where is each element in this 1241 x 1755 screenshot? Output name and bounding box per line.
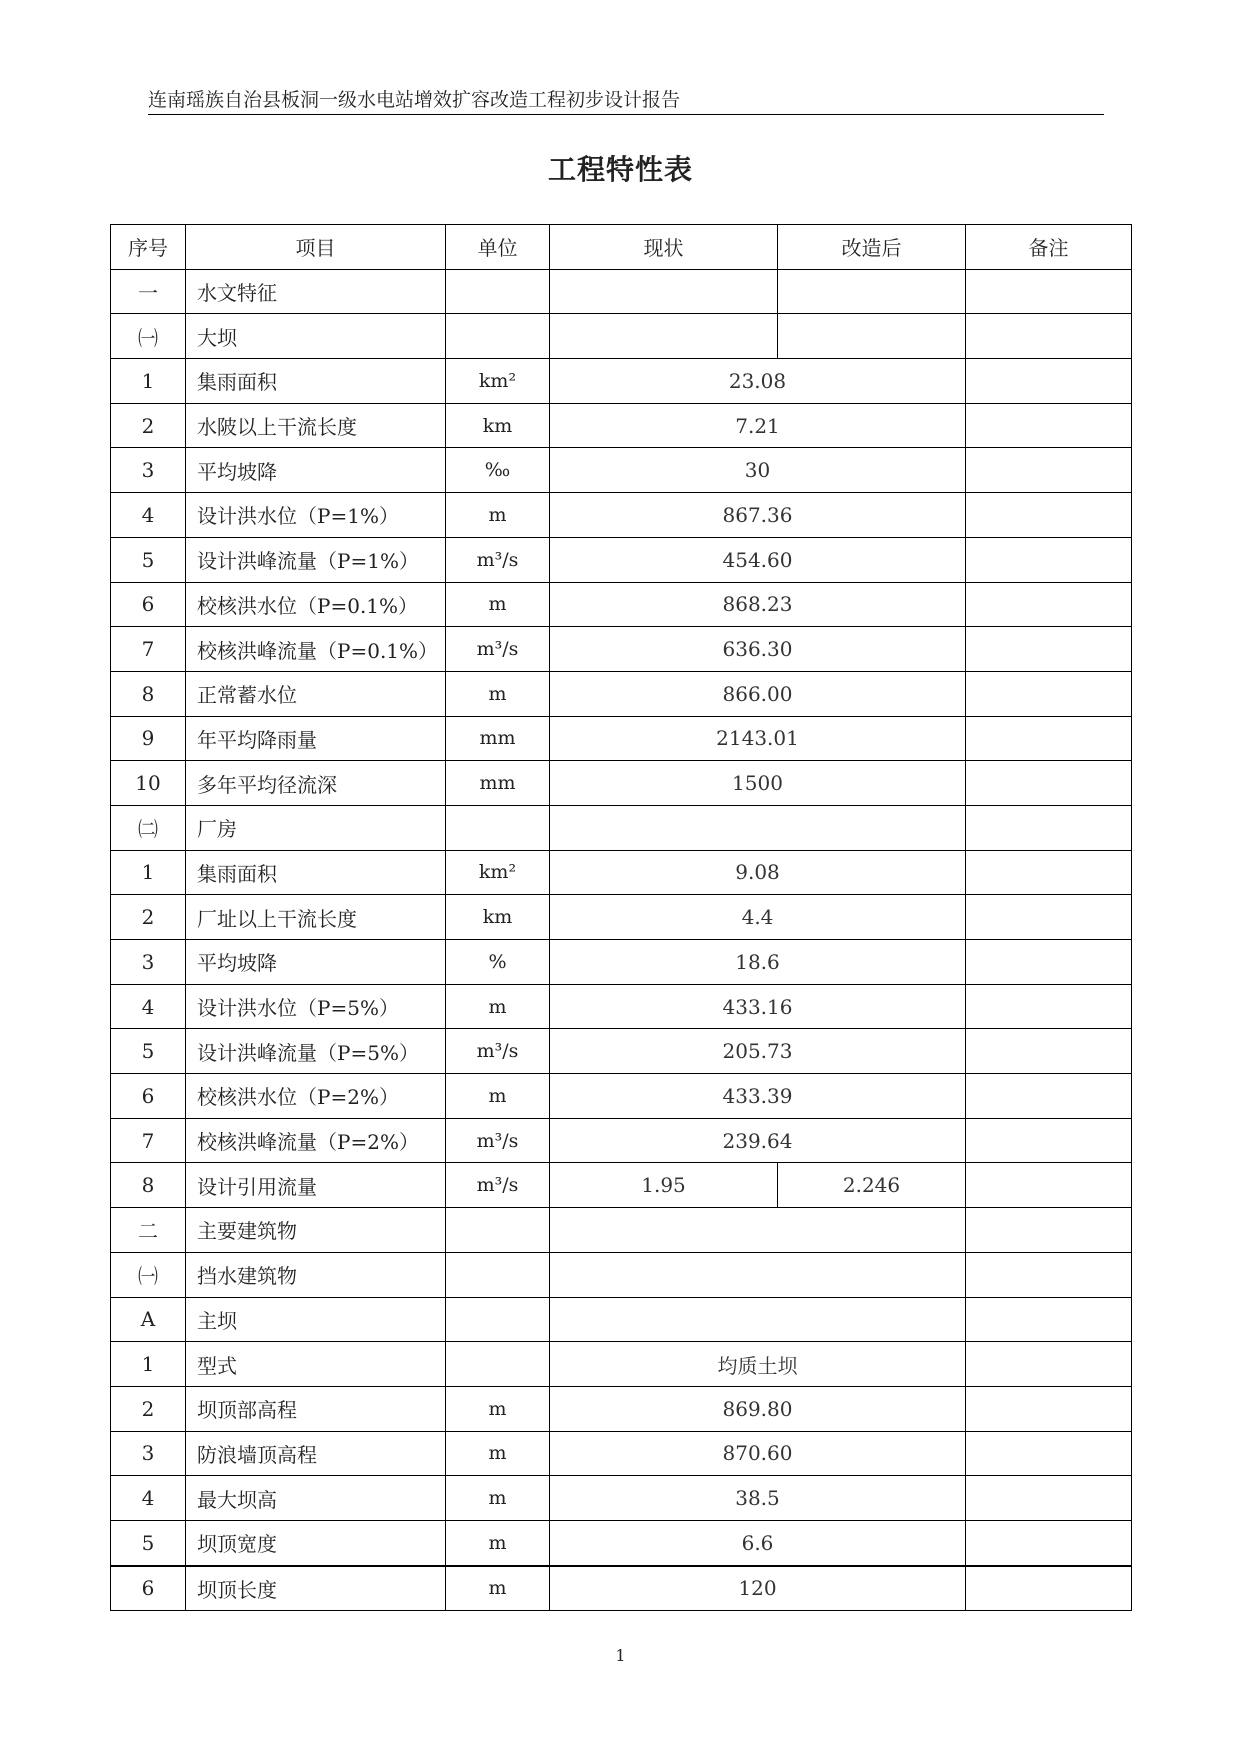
row-unit-cell: m³/s: [446, 1118, 550, 1163]
row-note-cell: [966, 403, 1132, 448]
row-note-cell: [966, 537, 1132, 582]
row-note-cell: [966, 269, 1132, 314]
running-header-text: 连南瑶族自治县板洞一级水电站增效扩容改造工程初步设计报告: [148, 89, 681, 111]
row-note-cell: [966, 984, 1132, 1029]
table-row: [111, 940, 1132, 985]
row-note-cell: [966, 761, 1132, 806]
row-value-cell: 433.39: [550, 1074, 966, 1119]
row-number-cell: 3: [111, 448, 186, 493]
row-item-cell: 坝顶部高程: [186, 1386, 446, 1431]
row-item-cell: 校核洪水位（P=0.1%）: [186, 582, 446, 627]
table-row: [111, 1297, 1132, 1342]
row-current-cell: 1.95: [550, 1163, 778, 1208]
row-unit-cell: m: [446, 493, 550, 538]
row-item-cell: 设计洪水位（P=1%）: [186, 493, 446, 538]
row-number-cell: 2: [111, 1386, 186, 1431]
row-number-cell: 二: [111, 1208, 186, 1253]
row-value-cell: 205.73: [550, 1029, 966, 1074]
row-value-cell: 869.80: [550, 1386, 966, 1431]
row-unit-cell: m: [446, 671, 550, 716]
row-value-cell: 120: [550, 1566, 966, 1611]
row-unit-cell: km: [446, 403, 550, 448]
row-note-cell: [966, 1386, 1132, 1431]
row-value-cell: 868.23: [550, 582, 966, 627]
row-item-cell: 坝顶长度: [186, 1566, 446, 1611]
row-note-cell: [966, 1342, 1132, 1387]
row-value-cell: 433.16: [550, 984, 966, 1029]
row-item-cell: 最大坝高: [186, 1476, 446, 1521]
row-value-cell: 454.60: [550, 537, 966, 582]
table-row: [111, 1431, 1132, 1476]
row-item-cell: 正常蓄水位: [186, 671, 446, 716]
row-value-cell: 1500: [550, 761, 966, 806]
row-note-cell: [966, 493, 1132, 538]
row-unit-cell: %: [446, 940, 550, 985]
row-number-cell: 一: [111, 269, 186, 314]
row-current-cell: [550, 269, 778, 314]
row-item-cell: 挡水建筑物: [186, 1252, 446, 1297]
row-unit-cell: [446, 1208, 550, 1253]
row-item-cell: 设计引用流量: [186, 1163, 446, 1208]
table-row: [111, 805, 1132, 850]
row-unit-cell: m: [446, 1431, 550, 1476]
row-item-cell: 校核洪峰流量（P=0.1%）: [186, 627, 446, 672]
table-row: [111, 448, 1132, 493]
row-unit-cell: [446, 1342, 550, 1387]
row-note-cell: [966, 627, 1132, 672]
column-header-note: 备注: [966, 225, 1132, 270]
row-number-cell: ㈠: [111, 1252, 186, 1297]
table-header-row: [111, 225, 1132, 270]
table-row: [111, 493, 1132, 538]
row-note-cell: [966, 1476, 1132, 1521]
row-number-cell: 6: [111, 582, 186, 627]
row-item-cell: 坝顶宽度: [186, 1520, 446, 1565]
row-number-cell: 3: [111, 940, 186, 985]
row-unit-cell: [446, 314, 550, 359]
row-unit-cell: m: [446, 582, 550, 627]
row-value-cell: [550, 805, 966, 850]
row-unit-cell: m: [446, 1074, 550, 1119]
table-row: [111, 761, 1132, 806]
row-unit-cell: ‰: [446, 448, 550, 493]
row-unit-cell: km²: [446, 850, 550, 895]
row-item-cell: 校核洪水位（P=2%）: [186, 1074, 446, 1119]
row-number-cell: 5: [111, 1029, 186, 1074]
row-number-cell: 10: [111, 761, 186, 806]
row-value-cell: 均质土坝: [550, 1342, 966, 1387]
row-number-cell: 7: [111, 1118, 186, 1163]
row-unit-cell: m³/s: [446, 537, 550, 582]
row-unit-cell: [446, 1252, 550, 1297]
table-row: [111, 1163, 1132, 1208]
row-item-cell: 集雨面积: [186, 359, 446, 404]
row-unit-cell: m: [446, 1566, 550, 1611]
table-row: [111, 1118, 1132, 1163]
row-unit-cell: mm: [446, 761, 550, 806]
row-item-cell: 设计洪峰流量（P=5%）: [186, 1029, 446, 1074]
column-header-current: 现状: [550, 225, 778, 270]
characteristics-table: [110, 224, 1132, 1611]
table-row: [111, 582, 1132, 627]
row-unit-cell: m³/s: [446, 1163, 550, 1208]
column-header-item: 项目: [186, 225, 446, 270]
row-unit-cell: m: [446, 1476, 550, 1521]
row-value-cell: 6.6: [550, 1520, 966, 1565]
row-value-cell: 4.4: [550, 895, 966, 940]
table-row: [111, 895, 1132, 940]
table-row: [111, 1386, 1132, 1431]
row-item-cell: 水文特征: [186, 269, 446, 314]
row-note-cell: [966, 314, 1132, 359]
row-number-cell: 3: [111, 1431, 186, 1476]
table-row: [111, 403, 1132, 448]
table-row: [111, 850, 1132, 895]
row-item-cell: 大坝: [186, 314, 446, 359]
row-unit-cell: m: [446, 1386, 550, 1431]
column-header-no: 序号: [111, 225, 186, 270]
row-number-cell: ㈠: [111, 314, 186, 359]
row-note-cell: [966, 448, 1132, 493]
row-unit-cell: [446, 1297, 550, 1342]
table-row: [111, 716, 1132, 761]
row-unit-cell: [446, 805, 550, 850]
row-value-cell: 7.21: [550, 403, 966, 448]
row-item-cell: 多年平均径流深: [186, 761, 446, 806]
row-note-cell: [966, 1118, 1132, 1163]
row-unit-cell: m: [446, 1520, 550, 1565]
row-number-cell: ㈡: [111, 805, 186, 850]
row-value-cell: 30: [550, 448, 966, 493]
row-item-cell: 厂址以上干流长度: [186, 895, 446, 940]
row-number-cell: 7: [111, 627, 186, 672]
row-note-cell: [966, 1163, 1132, 1208]
row-value-cell: 866.00: [550, 671, 966, 716]
row-note-cell: [966, 1297, 1132, 1342]
row-unit-cell: m: [446, 984, 550, 1029]
row-number-cell: 1: [111, 1342, 186, 1387]
table-row: [111, 1342, 1132, 1387]
row-value-cell: 23.08: [550, 359, 966, 404]
row-item-cell: 水陂以上干流长度: [186, 403, 446, 448]
row-item-cell: 防浪墙顶高程: [186, 1431, 446, 1476]
row-item-cell: 主坝: [186, 1297, 446, 1342]
row-note-cell: [966, 1520, 1132, 1565]
row-current-cell: [550, 314, 778, 359]
row-number-cell: 4: [111, 1476, 186, 1521]
table-row: [111, 1074, 1132, 1119]
row-note-cell: [966, 1074, 1132, 1119]
row-number-cell: 4: [111, 984, 186, 1029]
row-unit-cell: [446, 269, 550, 314]
row-unit-cell: m³/s: [446, 627, 550, 672]
table-row: [111, 671, 1132, 716]
row-number-cell: 1: [111, 850, 186, 895]
row-note-cell: [966, 1208, 1132, 1253]
column-header-unit: 单位: [446, 225, 550, 270]
table-row: [111, 627, 1132, 672]
row-number-cell: 4: [111, 493, 186, 538]
row-after-cell: [778, 269, 966, 314]
row-note-cell: [966, 895, 1132, 940]
row-unit-cell: mm: [446, 716, 550, 761]
row-number-cell: 8: [111, 671, 186, 716]
row-number-cell: 1: [111, 359, 186, 404]
table-row: [111, 984, 1132, 1029]
row-item-cell: 平均坡降: [186, 448, 446, 493]
row-note-cell: [966, 716, 1132, 761]
row-number-cell: 5: [111, 537, 186, 582]
row-note-cell: [966, 1566, 1132, 1611]
row-value-cell: 2143.01: [550, 716, 966, 761]
row-number-cell: 8: [111, 1163, 186, 1208]
row-value-cell: [550, 1297, 966, 1342]
row-item-cell: 平均坡降: [186, 940, 446, 985]
row-value-cell: [550, 1252, 966, 1297]
row-value-cell: 867.36: [550, 493, 966, 538]
row-item-cell: 厂房: [186, 805, 446, 850]
table-row: [111, 537, 1132, 582]
page-title: 工程特性表: [547, 153, 693, 186]
row-item-cell: 设计洪水位（P=5%）: [186, 984, 446, 1029]
row-after-cell: [778, 314, 966, 359]
row-value-cell: [550, 1208, 966, 1253]
row-note-cell: [966, 940, 1132, 985]
row-item-cell: 年平均降雨量: [186, 716, 446, 761]
row-note-cell: [966, 850, 1132, 895]
row-number-cell: A: [111, 1297, 186, 1342]
row-item-cell: 设计洪峰流量（P=1%）: [186, 537, 446, 582]
row-number-cell: 2: [111, 895, 186, 940]
row-note-cell: [966, 359, 1132, 404]
row-value-cell: 636.30: [550, 627, 966, 672]
row-number-cell: 6: [111, 1074, 186, 1119]
table-row: [111, 1252, 1132, 1297]
table-row: [111, 1029, 1132, 1074]
row-number-cell: 6: [111, 1566, 186, 1611]
characteristics-table-wrapper: [110, 224, 1131, 1611]
table-row: [111, 1476, 1132, 1521]
table-row: [111, 1208, 1132, 1253]
table-row: [111, 1566, 1132, 1611]
row-number-cell: 2: [111, 403, 186, 448]
row-value-cell: 38.5: [550, 1476, 966, 1521]
row-number-cell: 5: [111, 1520, 186, 1565]
running-header: [148, 86, 1104, 115]
row-item-cell: 型式: [186, 1342, 446, 1387]
row-item-cell: 主要建筑物: [186, 1208, 446, 1253]
row-unit-cell: m³/s: [446, 1029, 550, 1074]
table-row: [111, 359, 1132, 404]
table-row: [111, 269, 1132, 314]
row-value-cell: 870.60: [550, 1431, 966, 1476]
row-item-cell: 校核洪峰流量（P=2%）: [186, 1118, 446, 1163]
row-value-cell: 9.08: [550, 850, 966, 895]
page-number: 1: [615, 1646, 626, 1665]
table-row: [111, 1520, 1132, 1565]
row-after-cell: 2.246: [778, 1163, 966, 1208]
row-note-cell: [966, 1431, 1132, 1476]
row-number-cell: 9: [111, 716, 186, 761]
row-value-cell: 18.6: [550, 940, 966, 985]
row-unit-cell: km²: [446, 359, 550, 404]
row-note-cell: [966, 582, 1132, 627]
row-value-cell: 239.64: [550, 1118, 966, 1163]
row-note-cell: [966, 1252, 1132, 1297]
row-unit-cell: km: [446, 895, 550, 940]
row-item-cell: 集雨面积: [186, 850, 446, 895]
row-note-cell: [966, 805, 1132, 850]
table-body: [111, 269, 1132, 1611]
column-header-after: 改造后: [778, 225, 966, 270]
table-row: [111, 314, 1132, 359]
row-note-cell: [966, 1029, 1132, 1074]
row-note-cell: [966, 671, 1132, 716]
